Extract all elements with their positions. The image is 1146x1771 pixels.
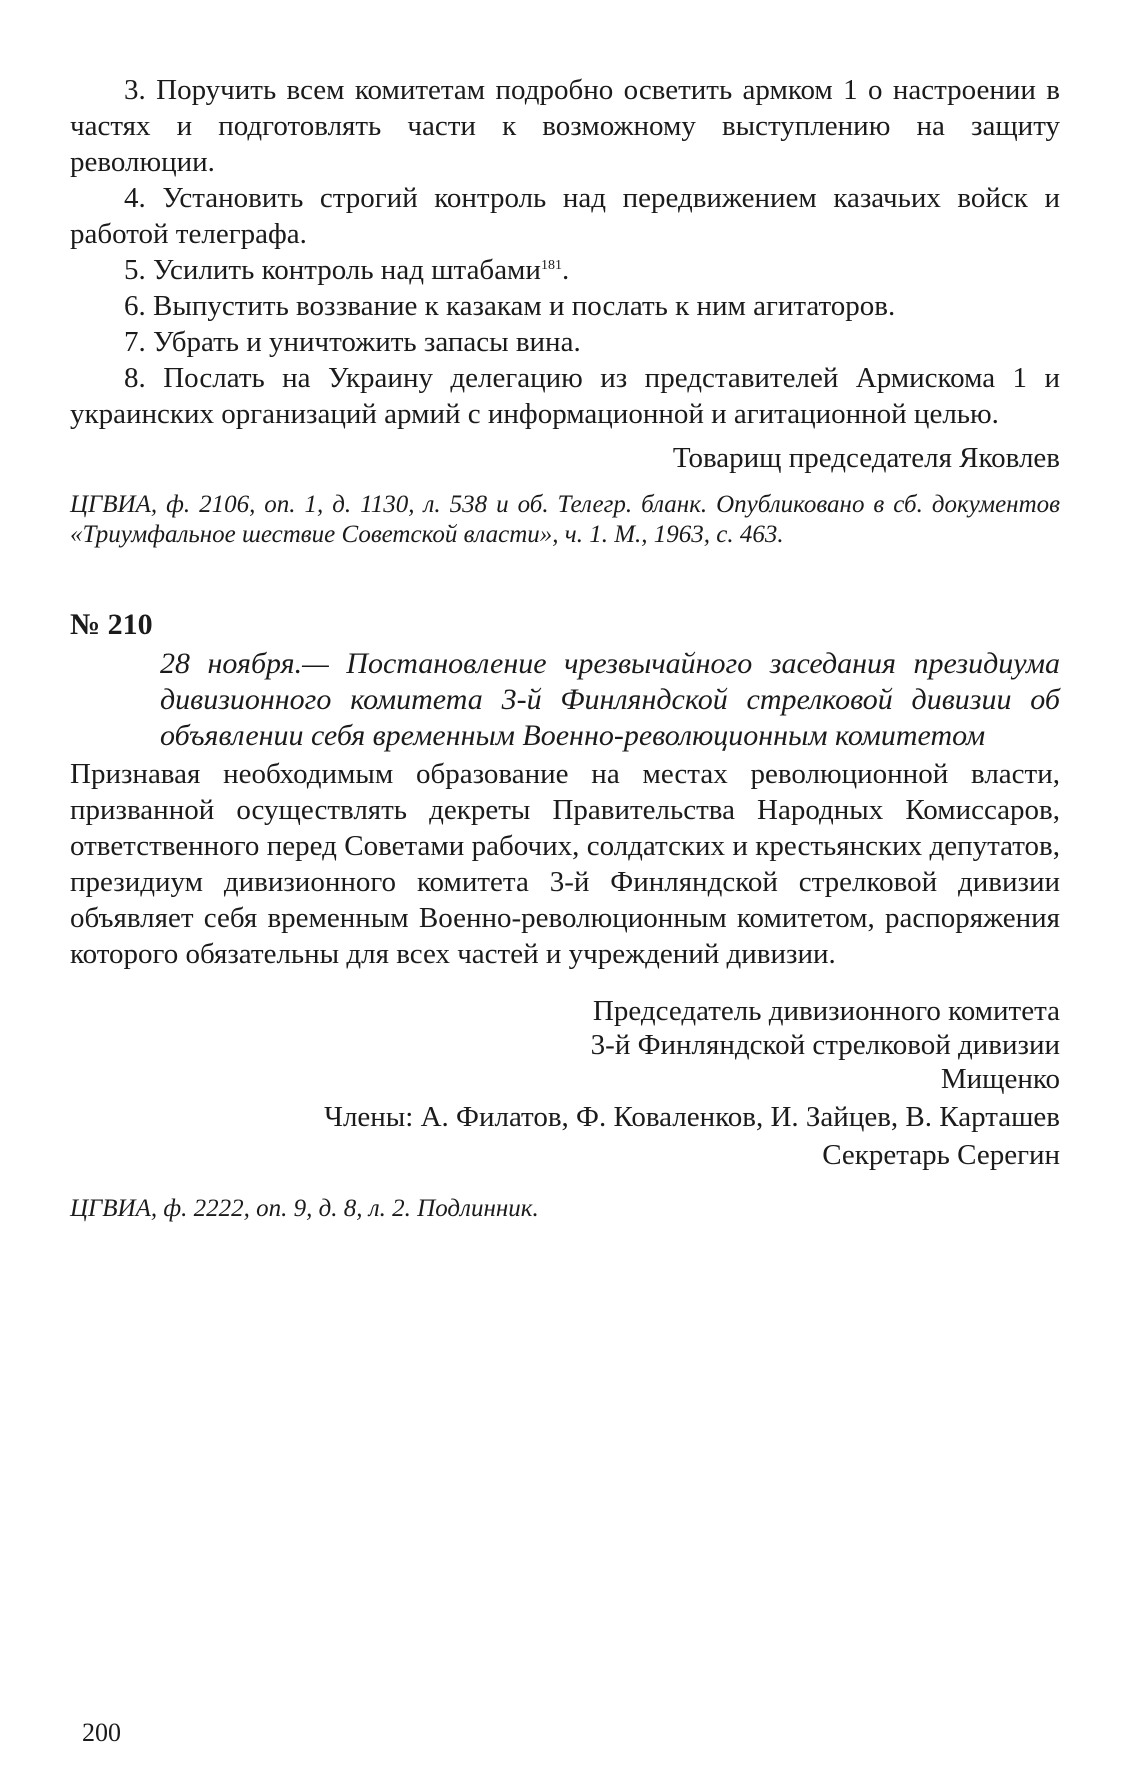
chair-signature [70, 994, 1060, 1096]
list-item-4: 4. Установить строгий контроль над передвижением казачьих войск и работой телеграфа. [70, 182, 1061, 250]
archive-source-1: ЦГВИА, ф. 2106, оп. 1, д. 1130, л. 538 и об. Телегр. бланк. Опубликовано в сб. документов «Триумфальное шествие Советской власти», ч. 1. М., 1963, с. 463. [70, 491, 1060, 548]
archive-source-2: ЦГВИА, ф. 2222, оп. 9, д. 8, л. 2. Подлинник. [70, 1195, 539, 1222]
page-number: 200 [82, 1718, 121, 1747]
list-item-5: 5. Усилить контроль над штабами$^{181}$. [124, 254, 570, 286]
list-item-3: 3. Поручить всем комитетам подробно осветить армком 1 о настроении в частях и подготовлять части к возможному выступлению на защиту революции. [70, 74, 1060, 178]
list-item-6: 6. Выпустить воззвание к казакам и послать к ним агитаторов. [124, 290, 896, 322]
secretary-line: Секретарь Серегин [822, 1139, 1060, 1171]
signature-deputy: Товарищ председателя Яковлев [672, 442, 1060, 474]
document-title: 28 ноября.— Постановление чрезвычайного заседания президиума дивизионного комитета 3-й Финляндской стрелковой дивизии об объявлении себя временным Военно-революционным комитетом [160, 647, 1060, 752]
document-body: Признавая необходимым образование на местах революционной власти, призванной осуществлять декреты Правительства Народных Комиссаров, ответственного перед Советами рабочих, солдатских и крестьянских депутатов, президиум дивизионного комитета 3-й Финляндской стрелковой дивизии объявляет себя временным Военно-революционным комитетом, распоряжения которого обязательны для всех частей и учреждений дивизии. [70, 758, 1060, 970]
list-item-8: 8. Послать на Украину делегацию из представителей Армискома 1 и украинских организаций армий с информационной и агитационной целью. [70, 362, 1061, 430]
chair-title-line2: 3-й Финляндской стрелковой дивизии [590, 1029, 1060, 1061]
chair-title-line1: Председатель дивизионного комитета [592, 995, 1060, 1027]
footnote-ref: 181 [540, 258, 562, 273]
chair-name: Мищенко [940, 1063, 1060, 1095]
document-number: № 210 [70, 608, 153, 641]
document-page [70, 72, 1060, 1224]
list-item-7: 7. Убрать и уничтожить запасы вина. [124, 326, 581, 358]
members-line: Члены: А. Филатов, Ф. Коваленков, И. Зайцев, В. Карташев [324, 1101, 1060, 1133]
